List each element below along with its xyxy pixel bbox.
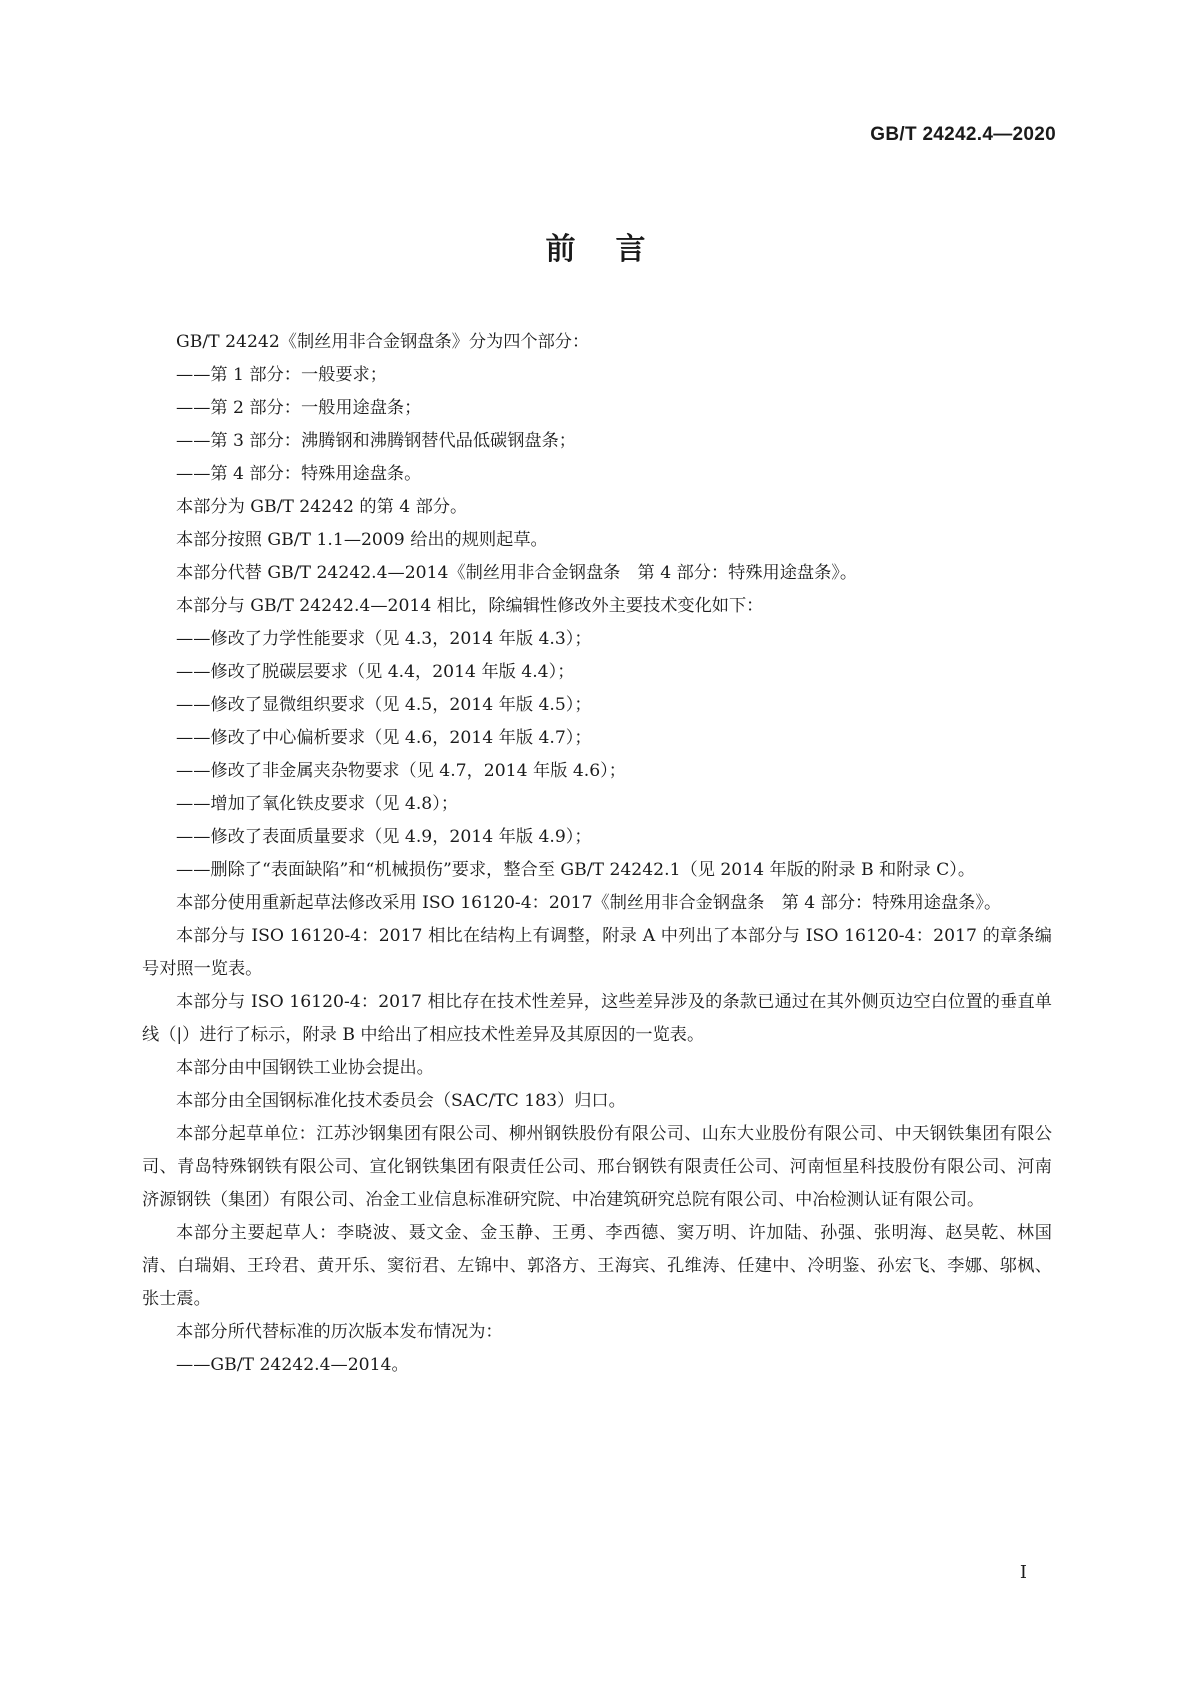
standard-code: GB/T 24242.4—2020	[870, 124, 1056, 145]
paragraph-parts-intro: GB/T 24242《制丝用非合金钢盘条》分为四个部分：	[176, 332, 590, 352]
paragraph-changes-intro: 本部分与 GB/T 24242.4—2014 相比，除编辑性修改外主要技术变化如下：	[176, 596, 764, 616]
list-item-change-deleted: ——删除了“表面缺陷”和“机械损伤”要求，整合至 GB/T 24242.1（见 2014 年版的附录 B 和附录 C）。	[176, 860, 976, 880]
list-item-change-mechanical: ——修改了力学性能要求（见 4.3，2014 年版 4.3）；	[176, 629, 592, 649]
list-item-change-microstructure: ——修改了显微组织要求（见 4.5，2014 年版 4.5）；	[176, 695, 592, 715]
paragraph-centralized-by: 本部分由全国钢标准化技术委员会（SAC/TC 183）归口。	[176, 1091, 626, 1111]
paragraph-drafting-units: 本部分起草单位：江苏沙钢集团有限公司、柳州钢铁股份有限公司、山东大业股份有限公司、中天钢铁集团有限公司、青岛特殊钢铁有限公司、宣化钢铁集团有限责任公司、邢台钢铁有限责任公司、河南恒星科技股份有限公司、河南济源钢铁（集团）有限公司、冶金工业信息标准研究院、中冶建筑研究总院有限公司、中冶检测认证有限公司。	[142, 1124, 1052, 1210]
paragraph-adoption: 本部分使用重新起草法修改采用 ISO 16120-4：2017《制丝用非合金钢盘条 第 4 部分：特殊用途盘条》。	[176, 893, 1002, 913]
list-item-part-3: ——第 3 部分：沸腾钢和沸腾钢替代品低碳钢盘条；	[176, 431, 576, 451]
page-title: 前言	[545, 232, 686, 267]
list-item-change-segregation: ——修改了中心偏析要求（见 4.6，2014 年版 4.7）；	[176, 728, 592, 748]
paragraph-history-intro: 本部分所代替标准的历次版本发布情况为：	[176, 1322, 503, 1342]
paragraph-structure: 本部分与 ISO 16120-4：2017 相比在结构上有调整，附录 A 中列出了本部分与 ISO 16120-4：2017 的章条编号对照一览表。	[142, 926, 1052, 979]
paragraph-replaces: 本部分代替 GB/T 24242.4—2014《制丝用非合金钢盘条 第 4 部分：特殊用途盘条》。	[176, 563, 858, 583]
foreword-body	[142, 326, 1052, 1382]
list-item-change-decarburization: ——修改了脱碳层要求（见 4.4，2014 年版 4.4）；	[176, 662, 575, 682]
paragraph-technical-differences: 本部分与 ISO 16120-4：2017 相比存在技术性差异，这些差异涉及的条款已通过在其外侧页边空白位置的垂直单线（|）进行了标示，附录 B 中给出了相应技术性差异及其原因的一览表。	[142, 992, 1052, 1045]
paragraph-part-statement: 本部分为 GB/T 24242 的第 4 部分。	[176, 497, 468, 517]
page-number: I	[1019, 1562, 1027, 1583]
paragraph-drafters: 本部分主要起草人：李晓波、聂文金、金玉静、王勇、李西德、窦万明、许加陆、孙强、张明海、赵昊乾、林国清、白瑞娟、王玲君、黄开乐、窦衍君、左锦中、郭洛方、王海宾、孔维涛、任建中、冷明鉴、孙宏飞、李娜、邬枫、张士震。	[142, 1223, 1052, 1309]
list-item-history-2014: ——GB/T 24242.4—2014。	[176, 1355, 409, 1375]
list-item-part-1: ——第 1 部分：一般要求；	[176, 365, 387, 385]
list-item-part-2: ——第 2 部分：一般用途盘条；	[176, 398, 422, 418]
paragraph-drafting-rules: 本部分按照 GB/T 1.1—2009 给出的规则起草。	[176, 530, 548, 550]
list-item-change-inclusions: ——修改了非金属夹杂物要求（见 4.7，2014 年版 4.6）；	[176, 761, 626, 781]
paragraph-proposed-by: 本部分由中国钢铁工业协会提出。	[176, 1058, 434, 1078]
list-item-change-scale: ——增加了氧化铁皮要求（见 4.8）；	[176, 794, 459, 814]
list-item-part-4: ——第 4 部分：特殊用途盘条。	[176, 464, 422, 484]
list-item-change-surface: ——修改了表面质量要求（见 4.9，2014 年版 4.9）；	[176, 827, 592, 847]
